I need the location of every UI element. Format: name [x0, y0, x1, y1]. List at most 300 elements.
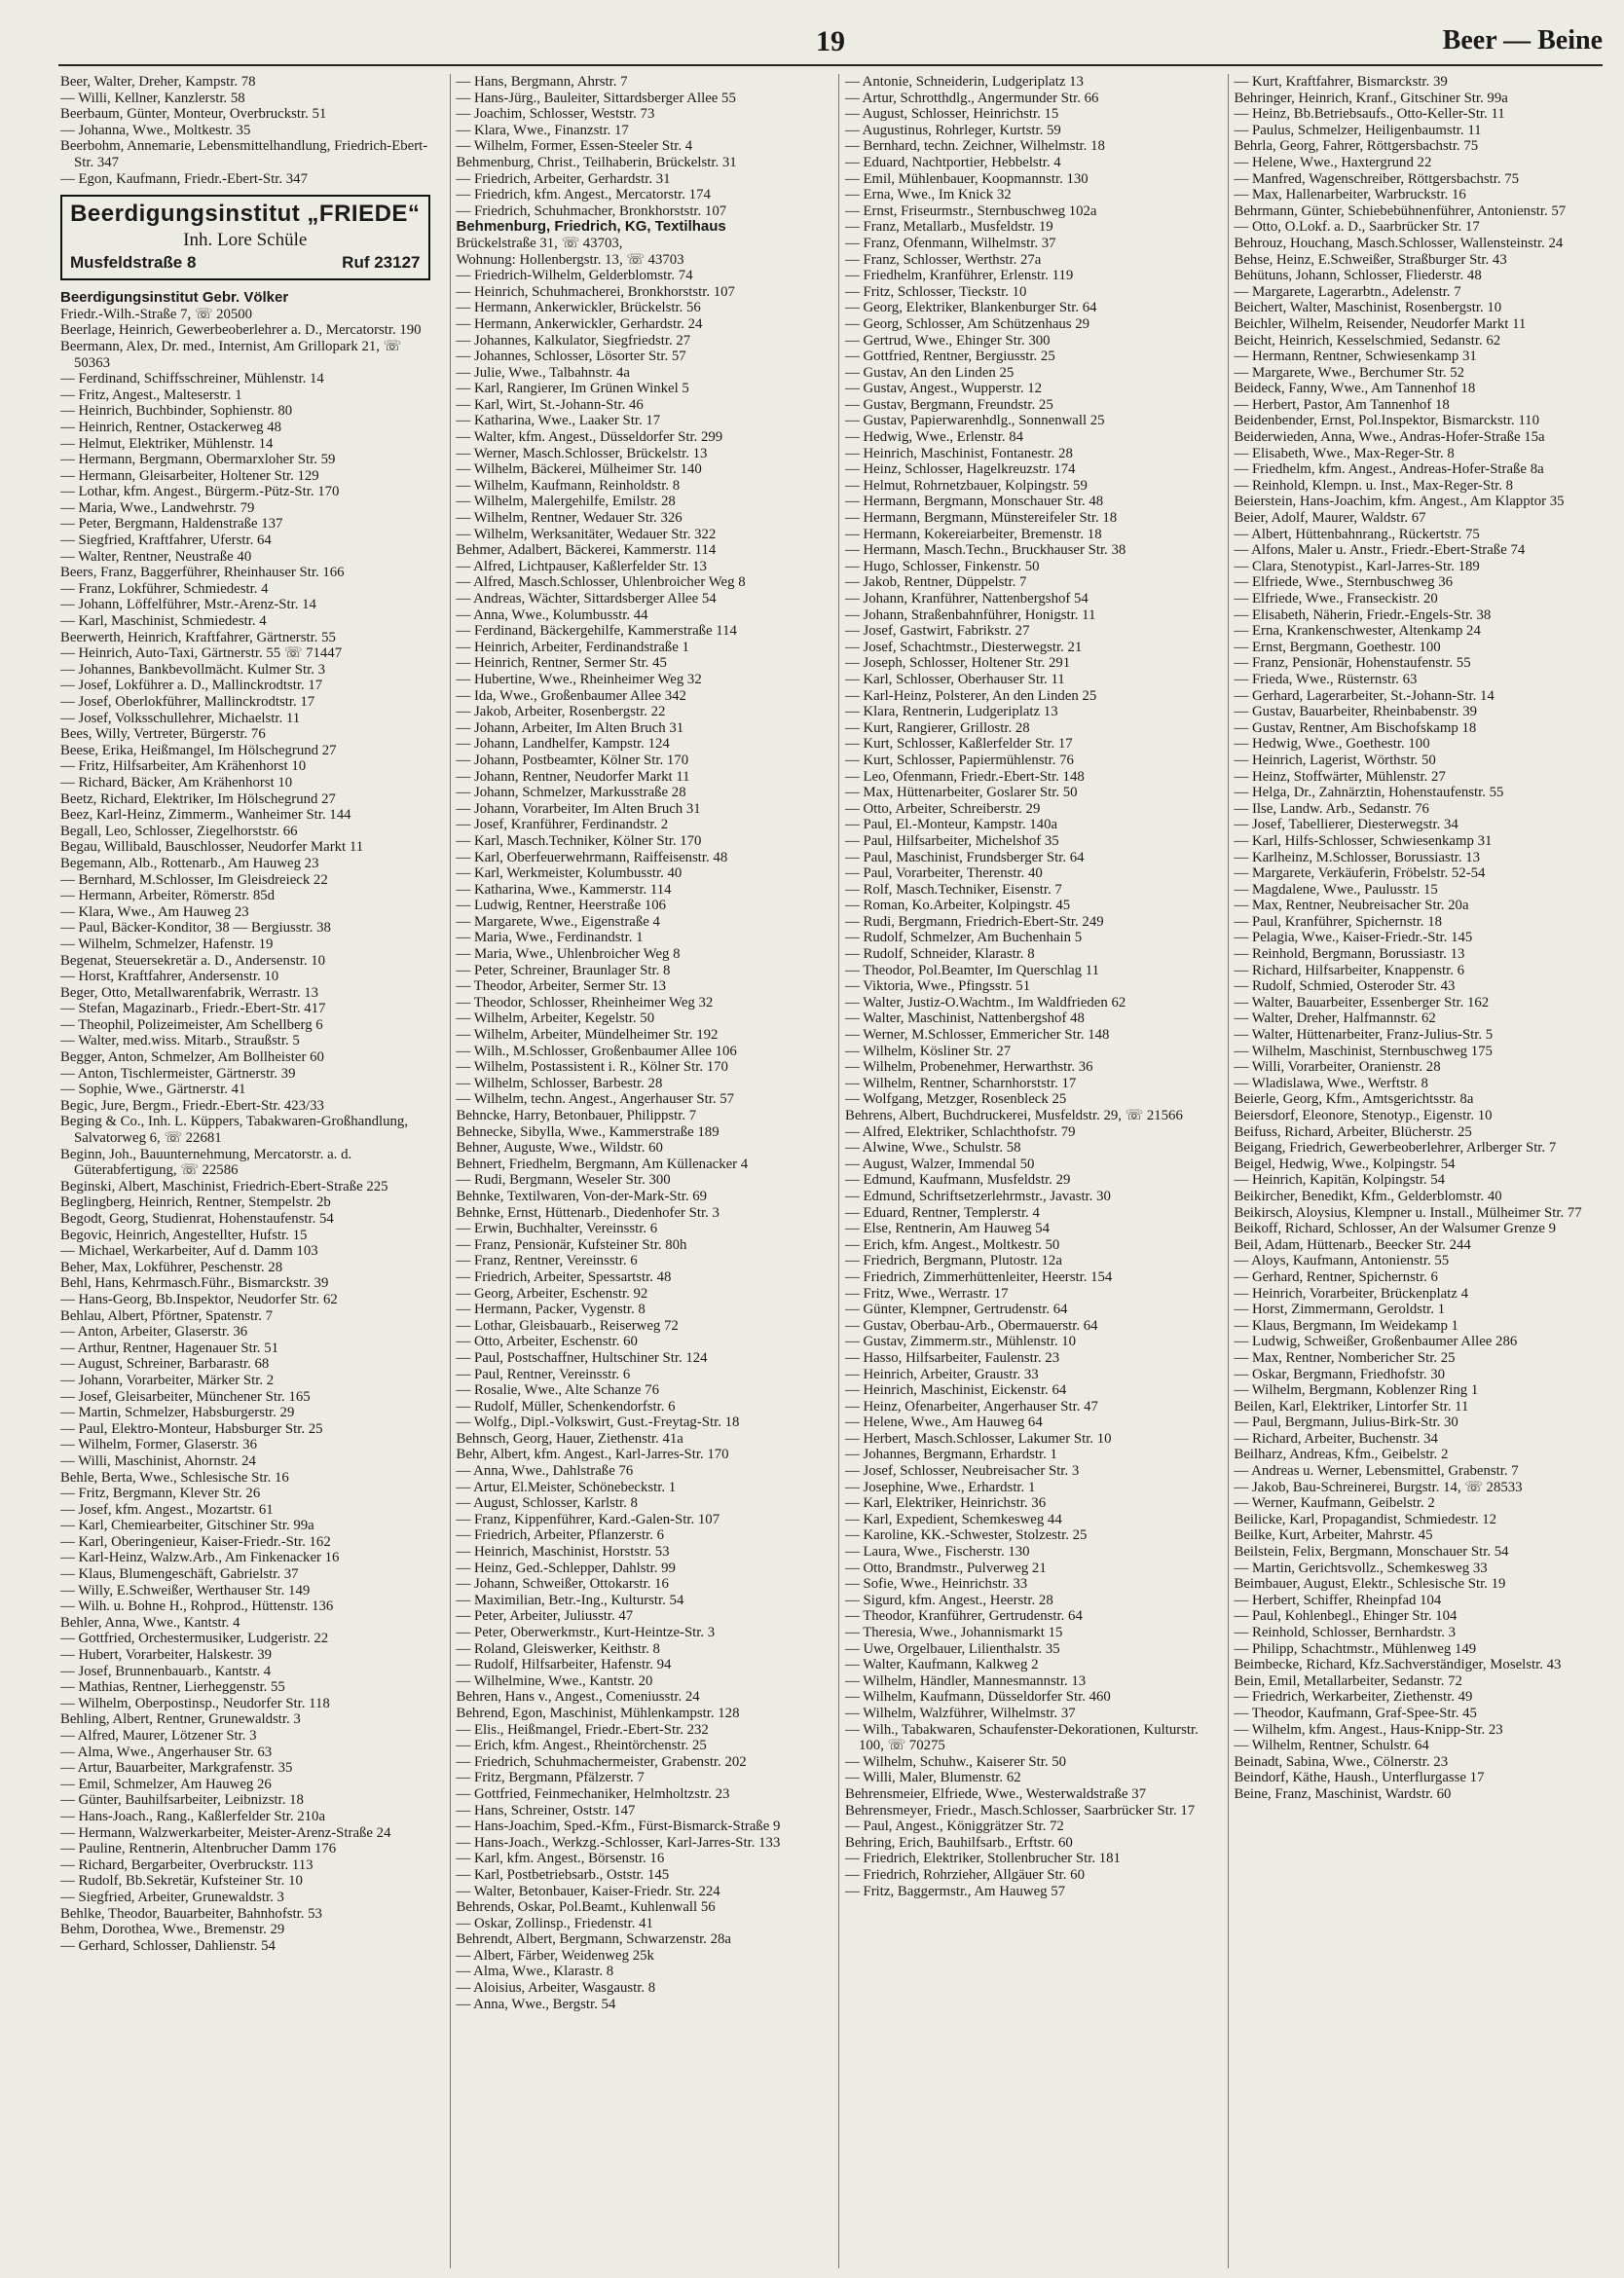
directory-entry: — Friedrich, Bergmann, Plutostr. 12a	[845, 1253, 1062, 1269]
directory-entry: — Karl, Werkmeister, Kolumbusstr. 40	[456, 865, 683, 882]
directory-entry: — Maria, Wwe., Uhlenbroicher Weg 8	[456, 946, 681, 963]
directory-entry: — Hermann, Rentner, Schwiesenkamp 31	[1234, 349, 1477, 365]
directory-entry: — Johannes, Schlosser, Lösorter Str. 57	[456, 349, 686, 365]
directory-entry: — Laura, Wwe., Fischerstr. 130	[845, 1544, 1030, 1561]
directory-entry: — Erna, Krankenschwester, Altenkamp 24	[1234, 623, 1481, 640]
advertisement-box	[60, 195, 430, 280]
directory-entry: — Klara, Wwe., Am Hauweg 23	[60, 903, 249, 920]
directory-entry: — Heinrich, Vorarbeiter, Brückenplatz 4	[1234, 1285, 1468, 1302]
directory-entry: — Anna, Wwe., Kolumbusstr. 44	[456, 606, 648, 623]
directory-entry: — Hans-Joach., Rang., Kaßlerfelder Str. 210a	[60, 1808, 326, 1824]
directory-entry: Begger, Anton, Schmelzer, Am Bollheister 60	[60, 1049, 324, 1066]
directory-entry: — Heinrich, Rentner, Ostackerweg 48	[60, 419, 282, 435]
directory-entry: — Wolfgang, Metzger, Rosenbleck 25	[845, 1091, 1067, 1108]
directory-entry: — Walter, Hüttenarbeiter, Franz-Julius-Str. 5	[1234, 1027, 1494, 1044]
directory-entry: — Theophil, Polizeimeister, Am Schellberg 6	[60, 1016, 323, 1033]
directory-entry: Behnert, Friedhelm, Bergmann, Am Küllenacker 4	[456, 1156, 749, 1172]
directory-entry: — Julie, Wwe., Talbahnstr. 4a	[456, 364, 630, 381]
directory-entry: — Reinhold, Schlosser, Bernhardstr. 3	[1234, 1625, 1457, 1640]
directory-entry: — Fritz, Bergmann, Klever Str. 26	[60, 1486, 261, 1502]
directory-entry: Behmer, Adalbert, Bäckerei, Kammerstr. 114	[456, 542, 717, 559]
directory-entry: — Heinz, Stoffwärter, Mühlenstr. 27	[1234, 768, 1446, 785]
page-number: 19	[816, 25, 845, 57]
directory-entry: Beiderwieden, Anna, Wwe., Andras-Hofer-Straße 15a	[1234, 429, 1545, 446]
directory-entry: — Karl, kfm. Angest., Börsenstr. 16	[456, 1851, 665, 1867]
directory-entry: — Friedrich, Arbeiter, Gerhardstr. 31	[456, 170, 671, 187]
directory-entry: — Rolf, Masch.Techniker, Eisenstr. 7	[845, 881, 1062, 898]
directory-entry: — Klaus, Blumengeschäft, Gabrielstr. 37	[60, 1566, 299, 1583]
directory-entry: Behnke, Ernst, Hüttenarb., Diedenhofer Str. 3	[456, 1204, 720, 1221]
directory-entry: — Hans-Joachim, Sped.-Kfm., Fürst-Bismarck-Straße 9	[456, 1819, 781, 1835]
directory-entry: — Gottfried, Orchestermusiker, Ludgeristr. 22	[60, 1631, 329, 1647]
directory-entry: Behler, Anna, Wwe., Kantstr. 4	[60, 1614, 240, 1631]
directory-entry: — Fritz, Wwe., Werrastr. 17	[845, 1285, 1009, 1302]
directory-entry: — Alfons, Maler u. Anstr., Friedr.-Ebert-Straße 74	[1234, 542, 1526, 559]
directory-entry: Begau, Willibald, Bauschlosser, Neudorfer Markt 11	[60, 839, 364, 856]
directory-entry: — Lothar, Gleisbauarb., Reiserweg 72	[456, 1317, 679, 1334]
directory-entry: Brückelstraße 31, ☏ 43703,	[456, 235, 623, 251]
directory-entry: — Josef, Volksschullehrer, Michaelstr. 11	[60, 710, 301, 726]
directory-entry: — Gertrud, Wwe., Ehinger Str. 300	[845, 332, 1051, 349]
directory-entry: — Wilhelm, Former, Essen-Steeler Str. 4	[456, 138, 693, 155]
directory-entry: — Johann, Vorarbeiter, Im Alten Bruch 31	[456, 800, 701, 817]
directory-entry: — Heinrich, Kapitän, Kolpingstr. 54	[1234, 1172, 1446, 1189]
directory-entry: Behrensmeyer, Friedr., Masch.Schlosser, Saarbrücker Str. 17	[845, 1802, 1196, 1819]
directory-entry: Bein, Emil, Metallarbeiter, Sedanstr. 72	[1234, 1672, 1462, 1689]
directory-entry: Behrens, Albert, Buchdruckerei, Musfeldstr. 29, ☏ 21566	[845, 1108, 1183, 1123]
directory-entry: Beierle, Georg, Kfm., Amtsgerichtsstr. 8a	[1234, 1091, 1474, 1108]
directory-entry: — Arthur, Rentner, Hagenauer Str. 51	[60, 1340, 279, 1356]
directory-entry: — Klaus, Bergmann, Im Weidekamp 1	[1234, 1317, 1458, 1334]
directory-entry: — Franz, Kippenführer, Kard.-Galen-Str. 107	[456, 1511, 720, 1527]
directory-entry: — Aloisius, Arbeiter, Wasgaustr. 8	[456, 1980, 656, 1997]
directory-entry: — Ludwig, Rentner, Heerstraße 106	[456, 898, 667, 914]
directory-entry: — Gerhard, Rentner, Spichernstr. 6	[1234, 1268, 1438, 1285]
directory-entry: — Max, Rentner, Nombericher Str. 25	[1234, 1349, 1456, 1366]
directory-entry: — Siegfried, Kraftfahrer, Uferstr. 64	[60, 533, 272, 549]
directory-entry: Beimbecke, Richard, Kfz.Sachverständiger, Moselstr. 43	[1234, 1657, 1562, 1673]
directory-entry: — Otto, Brandmstr., Pulverweg 21	[845, 1560, 1047, 1576]
directory-entry: Beier, Adolf, Maurer, Waldstr. 67	[1234, 510, 1426, 527]
directory-entry: Behrmann, Günter, Schiebebühnenführer, Antonienstr. 57	[1234, 202, 1567, 219]
directory-entry: — Peter, Schreiner, Braunlager Str. 8	[456, 962, 671, 978]
directory-entry: — Antonie, Schneiderin, Ludgeriplatz 13	[845, 74, 1084, 90]
directory-entry: — Günter, Klempner, Gertrudenstr. 64	[845, 1302, 1068, 1318]
directory-entry: — Albert, Färber, Weidenweg 25k	[456, 1947, 654, 1964]
directory-entry: — Hermann, Ankerwickler, Gerhardstr. 24	[456, 315, 703, 332]
directory-entry: — Elisabeth, Näherin, Friedr.-Engels-Str. 38	[1234, 606, 1492, 623]
directory-entry: Beicht, Heinrich, Kesselschmied, Sedanstr. 62	[1234, 332, 1501, 349]
directory-entry: — Franz, Rentner, Vereinsstr. 6	[456, 1253, 638, 1269]
directory-entry: — Gottfried, Feinmechaniker, Helmholtzstr. 23	[456, 1785, 730, 1802]
directory-entry: Beifuss, Richard, Arbeiter, Blücherstr. 25	[1234, 1123, 1472, 1140]
directory-entry: — Helmut, Elektriker, Mühlenstr. 14	[60, 435, 274, 452]
directory-entry: — Wilhelm, Oberpostinsp., Neudorfer Str. 118	[60, 1695, 330, 1711]
directory-entry: — Heinz, Ged.-Schlepper, Dahlstr. 99	[456, 1560, 676, 1576]
directory-entry: Beichler, Wilhelm, Reisender, Neudorfer Markt 11	[1234, 315, 1527, 332]
directory-entry: — Karl, Rangierer, Im Grünen Winkel 5	[456, 381, 689, 397]
directory-entry: — Franz, Pensionär, Hohenstaufenstr. 55	[1234, 655, 1471, 672]
directory-entry: — Friedrich-Wilhelm, Gelderblomstr. 74	[456, 268, 693, 284]
directory-entry: — Jakob, Rentner, Düppelstr. 7	[845, 574, 1027, 591]
directory-entry: — Karl, Postbetriebsarb., Oststr. 145	[456, 1866, 670, 1883]
directory-entry: Beidenbender, Ernst, Pol.Inspektor, Bismarckstr. 110	[1234, 413, 1539, 429]
directory-entry: — Kurt, Schlosser, Papiermühlenstr. 76	[845, 752, 1074, 768]
directory-entry: — Hugo, Schlosser, Finkenstr. 50	[845, 558, 1040, 574]
directory-entry: — Wilhelm, Kaufmann, Düsseldorfer Str. 460	[845, 1689, 1111, 1706]
directory-entry: Behütuns, Johann, Schlosser, Fliederstr. 48	[1234, 268, 1482, 284]
directory-entry: — Johann, Schmelzer, Markusstraße 28	[456, 785, 686, 801]
directory-entry: — Gerhard, Lagerarbeiter, St.-Johann-Str. 14	[1234, 687, 1495, 704]
directory-entry: — Martin, Gerichtsvollz., Schemkesweg 33	[1234, 1560, 1488, 1576]
directory-entry: Begic, Jure, Bergm., Friedr.-Ebert-Str. 423/33	[60, 1097, 324, 1114]
directory-entry: — Stefan, Magazinarb., Friedr.-Ebert-Str. 417	[60, 1001, 326, 1017]
directory-entry: — Wilhelm, Händler, Mannesmannstr. 13	[845, 1672, 1087, 1689]
directory-entry: — Heinrich, Arbeiter, Graustr. 33	[845, 1366, 1039, 1382]
directory-entry: Behnke, Textilwaren, Von-der-Mark-Str. 69	[456, 1188, 708, 1204]
directory-entry: — Hedwig, Wwe., Erlenstr. 84	[845, 429, 1024, 446]
directory-entry: — Willi, Kellner, Kanzlerstr. 58	[60, 90, 245, 106]
directory-entry: — Elfriede, Wwe., Sternbuschweg 36	[1234, 574, 1453, 591]
directory-entry: — Kurt, Rangierer, Grillostr. 28	[845, 719, 1030, 736]
directory-entry: — Margarete, Lagerarbtn., Adelenstr. 7	[1234, 283, 1461, 300]
directory-entry: — Rudolf, Bb.Sekretär, Kufsteiner Str. 10	[60, 1873, 303, 1890]
directory-entry: — Max, Hüttenarbeiter, Goslarer Str. 50	[845, 785, 1078, 801]
directory-entry: — Josef, Lokführer a. D., Mallinckrodtstr. 17	[60, 678, 323, 694]
directory-entry: — Hermann, Arbeiter, Römerstr. 85d	[60, 888, 276, 904]
directory-entry: — Edmund, Schriftsetzerlehrmstr., Javastr. 30	[845, 1188, 1111, 1204]
directory-entry: — Leo, Ofenmann, Friedr.-Ebert-Str. 148	[845, 768, 1085, 785]
directory-entry: — Hermann, Packer, Vygenstr. 8	[456, 1302, 646, 1318]
directory-entry: — Johannes, Bergmann, Erhardstr. 1	[845, 1447, 1057, 1463]
directory-entry: — Friedrich, Werkarbeiter, Ziethenstr. 49	[1234, 1689, 1473, 1706]
ad-phone: Ruf 23127	[342, 253, 421, 273]
directory-entry: — Franz, Metallarb., Musfeldstr. 19	[845, 219, 1053, 236]
directory-entry: — Andreas, Wächter, Sittardsberger Allee 54	[456, 591, 717, 606]
directory-entry: — Hans-Jürg., Bauleiter, Sittardsberger Allee 55	[456, 90, 736, 106]
directory-entry: — Wilhelm, Malergehilfe, Emilstr. 28	[456, 494, 676, 510]
directory-entry: — Erwin, Buchhalter, Vereinsstr. 6	[456, 1221, 658, 1237]
directory-entry: — Otto, Arbeiter, Eschenstr. 60	[456, 1334, 638, 1350]
directory-entry: Behncke, Harry, Betonbauer, Philippstr. 7	[456, 1108, 697, 1123]
directory-entry: Behling, Albert, Rentner, Grunewaldstr. 3	[60, 1711, 301, 1728]
directory-entry: — Paul, Maschinist, Frundsberger Str. 64	[845, 849, 1085, 865]
directory-entry: — Gustav, Rentner, Am Bischofskamp 18	[1234, 719, 1477, 736]
directory-entry: — Josef, Brunnenbauarb., Kantstr. 4	[60, 1663, 272, 1679]
directory-entry: — Kurt, Kraftfahrer, Bismarckstr. 39	[1234, 74, 1448, 90]
directory-entry: — Paul, Elektro-Monteur, Habsburger Str. 25	[60, 1420, 323, 1437]
directory-entry: Begall, Leo, Schlosser, Ziegelhorststr. 66	[60, 823, 298, 839]
directory-entry: — Fritz, Bergmann, Pfälzerstr. 7	[456, 1770, 645, 1786]
directory-entry: Behlau, Albert, Pförtner, Spatenstr. 7	[60, 1307, 274, 1324]
directory-entry: — Klara, Wwe., Finanzstr. 17	[456, 122, 629, 138]
directory-entry: — Gustav, Angest., Wupperstr. 12	[845, 381, 1043, 397]
directory-entry: Beerlage, Heinrich, Gewerbeoberlehrer a. D., Mercatorstr. 190	[60, 322, 422, 339]
directory-entry: — Eduard, Nachtportier, Hebbelstr. 4	[845, 154, 1061, 170]
directory-entry: — Walter, Bauarbeiter, Essenberger Str. 162	[1234, 994, 1490, 1010]
directory-entry: — Theodor, Pol.Beamter, Im Querschlag 11	[845, 962, 1099, 978]
directory-entry: — Peter, Bergmann, Haldenstraße 137	[60, 516, 283, 533]
directory-entry: — Paul, Bergmann, Julius-Birk-Str. 30	[1234, 1415, 1458, 1431]
directory-entry: Behner, Auguste, Wwe., Wildstr. 60	[456, 1140, 663, 1157]
directory-entry: — Friedrich, kfm. Angest., Mercatorstr. 174	[456, 187, 711, 203]
directory-entry: — Rudi, Bergmann, Friedrich-Ebert-Str. 249	[845, 913, 1104, 930]
directory-entry: Wohnung: Hollenbergstr. 13, ☏ 43703	[456, 251, 684, 268]
directory-entry: — Karl, Schlosser, Oberhauser Str. 11	[845, 671, 1065, 687]
directory-entry: — Josef, kfm. Angest., Mozartstr. 61	[60, 1501, 274, 1518]
directory-entry: — Alma, Wwe., Angerhauser Str. 63	[60, 1744, 273, 1760]
directory-entry: — Karl, Hilfs-Schlosser, Schwiesenkamp 31	[1234, 832, 1493, 849]
directory-entry: — Rudi, Bergmann, Weseler Str. 300	[456, 1172, 671, 1189]
directory-entry: — Paul, Hilfsarbeiter, Michelshof 35	[845, 832, 1059, 849]
directory-entry: — Wilhelm, Arbeiter, Kegelstr. 50	[456, 1010, 655, 1027]
directory-entry: — Katharina, Wwe., Kammerstr. 114	[456, 881, 672, 898]
directory-entry: — Richard, Hilfsarbeiter, Knappenstr. 6	[1234, 962, 1465, 978]
directory-entry: — Alfred, Maurer, Lötzener Str. 3	[60, 1728, 257, 1744]
directory-entry: — Werner, Masch.Schlosser, Brückelstr. 13	[456, 445, 708, 461]
directory-entry: — Johann, Landhelfer, Kampstr. 124	[456, 736, 670, 753]
directory-entry: — Maria, Wwe., Landwehrstr. 79	[60, 499, 255, 516]
directory-entry: Behmenburg, Friedrich, KG, Textilhaus	[456, 218, 726, 236]
directory-entry: — Walter, med.wiss. Mitarb., Straußstr. 5	[60, 1033, 300, 1049]
directory-entry: Behle, Berta, Wwe., Schlesische Str. 16	[60, 1469, 289, 1486]
directory-entry: — Heinz, Ofenarbeiter, Angerhauser Str. 47	[845, 1398, 1098, 1415]
directory-entry: — Wilhelm, Kaufmann, Reinholdstr. 8	[456, 477, 681, 494]
directory-entry: — Ilse, Landw. Arb., Sedanstr. 76	[1234, 800, 1429, 817]
directory-entry: — Werner, Kaufmann, Geibelstr. 2	[1234, 1495, 1435, 1512]
directory-entry: Behrouz, Houchang, Masch.Schlosser, Wallensteinstr. 24	[1234, 235, 1564, 251]
directory-entry: — Sigurd, kfm. Angest., Heerstr. 28	[845, 1592, 1053, 1608]
directory-entry: — Walter, Dreher, Halfmannstr. 62	[1234, 1010, 1436, 1027]
directory-entry: — Paul, Kranführer, Spichernstr. 18	[1234, 913, 1443, 930]
directory-entry: Beine, Franz, Maschinist, Wardstr. 60	[1234, 1785, 1452, 1802]
directory-entry: Beginn, Joh., Bauunternehmung, Mercatorstr. a. d. Güterabfertigung, ☏ 22586	[60, 1146, 352, 1179]
directory-entry: — Wilhelm, Probenehmer, Herwarthstr. 36	[845, 1059, 1093, 1076]
directory-entry: Beimbauer, August, Elektr., Schlesische Str. 19	[1234, 1576, 1506, 1593]
directory-entry: — Josef, Oberlokführer, Mallinckrodtstr. 17	[60, 694, 315, 710]
directory-entry: — Hans, Bergmann, Ahrstr. 7	[456, 74, 628, 90]
directory-entry: — Helene, Wwe., Am Hauweg 64	[845, 1415, 1043, 1431]
directory-entry: — Viktoria, Wwe., Pfingsstr. 51	[845, 978, 1031, 995]
directory-entry: — Hermann, Masch.Techn., Bruckhauser Str. 38	[845, 542, 1126, 559]
directory-entry: — Hedwig, Wwe., Goethestr. 100	[1234, 736, 1430, 753]
directory-entry: — Anton, Arbeiter, Glaserstr. 36	[60, 1324, 248, 1341]
directory-entry: — Wilhelm, Postassistent i. R., Kölner Str. 170	[456, 1059, 728, 1076]
directory-entry: — Oskar, Bergmann, Friedhofstr. 30	[1234, 1366, 1446, 1382]
directory-entry: — Margarete, Verkäuferin, Fröbelstr. 52-54	[1234, 865, 1486, 882]
directory-entry: — Josef, Schachtmstr., Diesterwegstr. 21	[845, 639, 1083, 655]
directory-entry: Beerdigungsinstitut Gebr. Völker	[60, 289, 289, 307]
directory-entry: Beger, Otto, Metallwarenfabrik, Werrastr. 13	[60, 984, 319, 1001]
directory-entry: — Hans-Joach., Werkzg.-Schlosser, Karl-Jarres-Str. 133	[456, 1834, 781, 1851]
directory-entry: — Helene, Wwe., Haxtergrund 22	[1234, 154, 1432, 170]
directory-entry: — Hubertine, Wwe., Rheinheimer Weg 32	[456, 671, 702, 687]
directory-entry: — Hermann, Bergmann, Monschauer Str. 48	[845, 494, 1104, 510]
directory-entry: — Helga, Dr., Zahnärztin, Hohenstaufenstr. 55	[1234, 785, 1504, 801]
column-1-entries-top	[60, 74, 436, 187]
page-header	[58, 21, 1603, 66]
directory-entry: — Karl, Wirt, St.-Johann-Str. 46	[456, 396, 644, 413]
directory-entry: — Friedhelm, kfm. Angest., Andreas-Hofer-Straße 8a	[1234, 461, 1544, 478]
directory-entry: — Johann, Vorarbeiter, Märker Str. 2	[60, 1372, 275, 1388]
directory-entry: — Friedrich, Zimmerhüttenleiter, Heerstr. 154	[845, 1268, 1113, 1285]
directory-entry: — Paul, Vorarbeiter, Therenstr. 40	[845, 865, 1043, 882]
directory-entry: — Friedrich, Schuhmachermeister, Grabenstr. 202	[456, 1753, 747, 1770]
directory-entry: — Johann, Kranführer, Nattenbergshof 54	[845, 591, 1089, 606]
directory-entry: — Otto, Arbeiter, Schreiberstr. 29	[845, 800, 1041, 817]
directory-entry: — Herbert, Masch.Schlosser, Lakumer Str. 10	[845, 1430, 1112, 1447]
directory-entry: — Wilh. u. Bohne H., Rohprod., Hüttenstr. 136	[60, 1598, 334, 1615]
directory-entry: — Heinrich, Maschinist, Horststr. 53	[456, 1544, 670, 1561]
directory-entry: — Gustav, Papierwarenhdlg., Sonnenwall 25	[845, 413, 1105, 429]
directory-entry: — Alfred, Elektriker, Schlachthofstr. 79	[845, 1123, 1076, 1140]
directory-entry: — Elfriede, Wwe., Franseckistr. 20	[1234, 591, 1438, 606]
directory-entry: — Wladislawa, Wwe., Werftstr. 8	[1234, 1075, 1428, 1091]
directory-entry: Beers, Franz, Baggerführer, Rheinhauser Str. 166	[60, 565, 345, 581]
directory-entry: Beichert, Walter, Maschinist, Rosenbergstr. 10	[1234, 300, 1502, 316]
directory-entry: — Wilhelm, kfm. Angest., Haus-Knipp-Str. 23	[1234, 1721, 1503, 1738]
directory-entry: — Franz, Ofenmann, Wilhelmstr. 37	[845, 235, 1056, 251]
directory-entry: — Hermann, Kokereiarbeiter, Bremenstr. 18	[845, 526, 1102, 542]
directory-entry: — Wilhelmine, Wwe., Kantstr. 20	[456, 1672, 653, 1689]
directory-entry: Behring, Erich, Bauhilfsarb., Erftstr. 60	[845, 1834, 1073, 1851]
directory-entry: — Heinrich, Rentner, Sermer Str. 45	[456, 655, 667, 672]
directory-entry: — Paul, El.-Monteur, Kampstr. 140a	[845, 817, 1058, 833]
directory-entry: — Alfred, Lichtpauser, Kaßlerfelder Str. 13	[456, 558, 707, 574]
directory-entry: — Wilhelm, techn. Angest., Angerhauser Str. 57	[456, 1091, 735, 1108]
directory-entry: Beese, Erika, Heißmangel, Im Hölschegrund 27	[60, 742, 337, 758]
directory-entry: Behr, Albert, kfm. Angest., Karl-Jarres-Str. 170	[456, 1447, 729, 1463]
directory-entry: — Karl, Maschinist, Schmiedestr. 4	[60, 613, 267, 630]
directory-entry: — Kurt, Schlosser, Kaßlerfelder Str. 17	[845, 736, 1073, 753]
directory-entry: — Heinrich, Maschinist, Eickenstr. 64	[845, 1382, 1067, 1399]
directory-entry: Begovic, Heinrich, Angestellter, Hufstr. 15	[60, 1227, 308, 1243]
directory-entry: — Edmund, Kaufmann, Musfeldstr. 29	[845, 1172, 1071, 1189]
directory-entry: — August, Schreiner, Barbarastr. 68	[60, 1356, 270, 1373]
directory-entry: Begemann, Alb., Rottenarb., Am Hauweg 23	[60, 855, 319, 871]
directory-entry: — Paul, Angest., Königgrätzer Str. 72	[845, 1819, 1064, 1835]
directory-entry: — Sofie, Wwe., Heinrichstr. 33	[845, 1576, 1028, 1593]
directory-entry: — Heinrich, Arbeiter, Ferdinandstraße 1	[456, 639, 689, 655]
column-2	[450, 74, 826, 2268]
directory-entry: — Max, Rentner, Neubreisacher Str. 20a	[1234, 898, 1469, 914]
directory-entry: — Wilhelm, Kösliner Str. 27	[845, 1043, 1012, 1059]
directory-entry: Bees, Willy, Vertreter, Bürgerstr. 76	[60, 726, 266, 743]
directory-entry: Beigang, Friedrich, Gewerbeoberlehrer, Arlberger Str. 7	[1234, 1140, 1557, 1157]
directory-entry: — Franz, Pensionär, Kufsteiner Str. 80h	[456, 1236, 687, 1253]
directory-entry: — Margarete, Wwe., Berchumer Str. 52	[1234, 364, 1465, 381]
directory-entry: — Wilhelm, Walzführer, Wilhelmstr. 37	[845, 1705, 1076, 1721]
directory-entry: — Fritz, Hilfsarbeiter, Am Krähenhorst 10	[60, 758, 307, 775]
directory-entry: — Wilhelm, Schlosser, Barbestr. 28	[456, 1075, 663, 1091]
directory-entry: Beermann, Alex, Dr. med., Internist, Am Grillopark 21, ☏ 50363	[60, 338, 402, 371]
directory-entry: — Uwe, Orgelbauer, Lilienthalstr. 35	[845, 1640, 1060, 1657]
directory-entry: — Reinhold, Bergmann, Borussiastr. 13	[1234, 946, 1465, 963]
directory-entry: — Josef, Tabellierer, Diesterwegstr. 34	[1234, 817, 1458, 833]
directory-entry: — Theodor, Kranführer, Gertrudenstr. 64	[845, 1608, 1083, 1625]
directory-entry: — Sophie, Wwe., Gärtnerstr. 41	[60, 1082, 246, 1098]
directory-entry: Beinadt, Sabina, Wwe., Cölnerstr. 23	[1234, 1753, 1449, 1770]
directory-entry: — Theodor, Arbeiter, Sermer Str. 13	[456, 978, 667, 995]
ad-contact-row	[70, 253, 421, 273]
directory-entry: Beierstein, Hans-Joachim, kfm. Angest., Am Klapptor 35	[1234, 494, 1565, 510]
directory-entry: Beglingberg, Heinrich, Rentner, Stempelstr. 2b	[60, 1194, 331, 1211]
directory-entry: — Walter, Maschinist, Nattenbergshof 48	[845, 1010, 1085, 1027]
directory-entry: — Erich, kfm. Angest., Rheintörchenstr. 25	[456, 1738, 707, 1754]
directory-entry: — Maria, Wwe., Ferdinandstr. 1	[456, 930, 644, 946]
directory-entry: — Emil, Schmelzer, Am Hauweg 26	[60, 1776, 272, 1792]
directory-entry: — Rudolf, Hilfsarbeiter, Hafenstr. 94	[456, 1657, 672, 1673]
directory-entry: Behrends, Oskar, Pol.Beamt., Kuhlenwall 56	[456, 1899, 716, 1916]
directory-entry: — Eduard, Rentner, Templerstr. 4	[845, 1204, 1040, 1221]
directory-entry: — Gustav, Oberbau-Arb., Obermauerstr. 64	[845, 1317, 1098, 1334]
directory-entry: — Friedrich, Schuhmacher, Bronkhorststr. 107	[456, 202, 727, 219]
directory-entry: — Reinhold, Klempn. u. Inst., Max-Reger-Str. 8	[1234, 477, 1514, 494]
directory-entry: — Johann, Postbeamter, Kölner Str. 170	[456, 752, 689, 768]
directory-entry: Behl, Hans, Kehrmasch.Führ., Bismarckstr. 39	[60, 1275, 329, 1292]
directory-entry: Beher, Max, Lokführer, Peschenstr. 28	[60, 1259, 283, 1275]
directory-entry: Begenat, Steuersekretär a. D., Andersenstr. 10	[60, 952, 326, 969]
directory-entry: — August, Walzer, Immendal 50	[845, 1156, 1035, 1172]
directory-entry: — Hans-Georg, Bb.Inspektor, Neudorfer Str. 62	[60, 1291, 338, 1307]
directory-entry: — Peter, Arbeiter, Juliusstr. 47	[456, 1608, 634, 1625]
directory-entry: Beil, Adam, Hüttenarb., Beecker Str. 244	[1234, 1236, 1471, 1253]
directory-entry: Behnsch, Georg, Hauer, Ziethenstr. 41a	[456, 1430, 683, 1447]
directory-entry: Beikoff, Richard, Schlosser, An der Walsumer Grenze 9	[1234, 1221, 1557, 1237]
directory-entry: — Erna, Wwe., Im Knick 32	[845, 187, 1012, 203]
directory-entry: — Horst, Zimmermann, Geroldstr. 1	[1234, 1302, 1446, 1318]
directory-entry: — Augustinus, Rohrleger, Kurtstr. 59	[845, 122, 1061, 138]
directory-entry: Beerwerth, Heinrich, Kraftfahrer, Gärtnerstr. 55	[60, 629, 336, 645]
directory-entry: — Lothar, kfm. Angest., Bürgerm.-Pütz-Str. 170	[60, 484, 340, 500]
directory-entry: — Margarete, Wwe., Eigenstraße 4	[456, 913, 660, 930]
directory-entry: Behm, Dorothea, Wwe., Bremenstr. 29	[60, 1922, 285, 1938]
directory-entry: — Hasso, Hilfsarbeiter, Faulenstr. 23	[845, 1349, 1060, 1366]
directory-entry: — Herbert, Pastor, Am Tannenhof 18	[1234, 396, 1450, 413]
directory-entry: — Elisabeth, Wwe., Max-Reger-Str. 8	[1234, 445, 1455, 461]
directory-entry: — Pauline, Rentnerin, Altenbrucher Damm 176	[60, 1841, 337, 1857]
directory-entry: — Rudolf, Schmied, Osteroder Str. 43	[1234, 978, 1456, 995]
directory-entry: Behrendt, Albert, Bergmann, Schwarzenstr. 28a	[456, 1931, 731, 1948]
directory-entry: — Willy, E.Schweißer, Werthauser Str. 149	[60, 1582, 311, 1598]
directory-entry: — Alma, Wwe., Klarastr. 8	[456, 1964, 614, 1980]
directory-entry: Beikirsch, Aloysius, Klempner u. Install., Mülheimer Str. 77	[1234, 1204, 1582, 1221]
directory-entry: — Max, Hallenarbeiter, Warbruckstr. 16	[1234, 187, 1466, 203]
directory-entry: — Günter, Bauhilfsarbeiter, Leibnizstr. 18	[60, 1792, 304, 1809]
directory-entry: — Johannes, Bankbevollmächt. Kulmer Str. 3	[60, 661, 326, 678]
directory-entry: — Elis., Heißmangel, Friedr.-Ebert-Str. 232	[456, 1721, 709, 1738]
directory-entry: — Bernhard, techn. Zeichner, Wilhelmstr. 18	[845, 138, 1105, 155]
directory-entry: — Oskar, Zollinsp., Friedenstr. 41	[456, 1915, 653, 1931]
directory-entry: — Gustav, Zimmerm.str., Mühlenstr. 10	[845, 1334, 1077, 1350]
column-1	[60, 74, 436, 2268]
directory-entry: — Frieda, Wwe., Rüsternstr. 63	[1234, 671, 1418, 687]
directory-entry: — Heinrich, Maschinist, Fontanestr. 28	[845, 445, 1073, 461]
directory-entry: — Johann, Rentner, Neudorfer Markt 11	[456, 768, 690, 785]
directory-entry: — Artur, Schrotthdlg., Angermunder Str. 66	[845, 90, 1099, 106]
directory-entry: — Ferdinand, Schiffsschreiner, Mühlenstr. 14	[60, 371, 324, 387]
directory-entry: — Mathias, Rentner, Lierheggenstr. 55	[60, 1679, 285, 1696]
directory-entry: — Friedrich, Arbeiter, Spessartstr. 48	[456, 1268, 672, 1285]
directory-entry: Beez, Karl-Heinz, Zimmerm., Wanheimer Str. 144	[60, 807, 351, 824]
directory-entry: — Josef, Gleisarbeiter, Münchener Str. 165	[60, 1388, 311, 1405]
directory-entry: — Ferdinand, Bäckergehilfe, Kammerstraße 114	[456, 623, 737, 640]
directory-entry: — Magdalene, Wwe., Paulusstr. 15	[1234, 881, 1438, 898]
directory-entry: — Johann, Schweißer, Ottokarstr. 16	[456, 1576, 669, 1593]
directory-entry: — Jakob, Arbeiter, Rosenbergstr. 22	[456, 704, 666, 720]
directory-entry: — Franz, Schlosser, Werthstr. 27a	[845, 251, 1042, 268]
directory-entry: — Georg, Schlosser, Am Schützenhaus 29	[845, 315, 1090, 332]
